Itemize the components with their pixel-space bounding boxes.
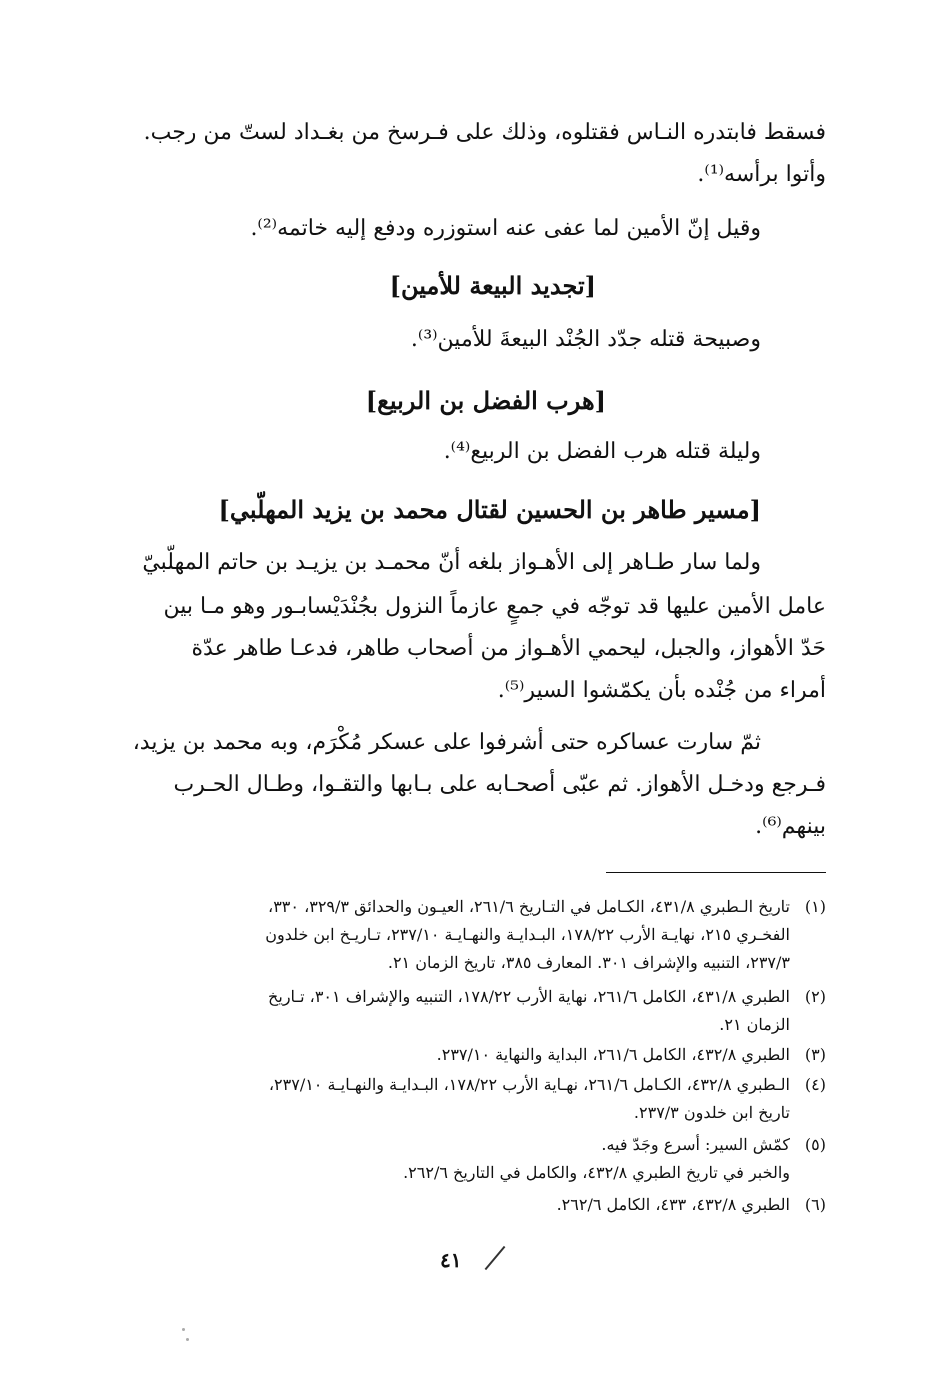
footnote-line: والخبر في تاريخ الطبري ٤٣٢/٨، والكامل في التاريخ ٢٦٢/٦. [403, 1163, 790, 1182]
footnote-number: (١) [804, 897, 826, 916]
footnote-text: الطبري ٤٣٢/٨، ٤٣٣، الكامل ٢٦٢/٦. [556, 1195, 790, 1214]
body-line: ولما سار طـاهر إلى الأهـواز بلغه أنّ محمـد بن يزيـد بن حاتم المهلّبيّ [142, 550, 761, 575]
footnote-text: الـطبري ٤٣٢/٨، الكـامل ٢٦١/٦، نهـاية الأرب ١٧٨/٢٢، البـدايـة والنهـايـة ٢٣٧/١٠، [268, 1075, 790, 1094]
scan-speck [182, 1328, 185, 1331]
body-line: وأتوا برأسه⁽¹⁾. [697, 162, 826, 187]
body-line: فسقط فابتدره النـاس فقتلوه، وذلك على فـرسخ من بغـداد لستّ من رجب. [143, 120, 826, 145]
body-line: وقيل إنّ الأمين لما عفى عنه استوزره ودفع إليه خاتمه⁽²⁾. [250, 216, 761, 241]
footnote-separator [606, 872, 826, 873]
footnote-line: الزمان ٢١. [719, 1015, 790, 1034]
footnote-line [269, 1074, 826, 1096]
body-line: بينهم⁽⁶⁾. [755, 814, 826, 839]
page-number: ٤١ [440, 1248, 462, 1272]
footnote-text: كمّش السير: أسرع وجَدّ فيه. [601, 1135, 790, 1154]
footnote-number: (٥) [804, 1135, 826, 1154]
footnote-number: (٤) [804, 1075, 826, 1094]
body-line: وصبيحة قتله جدّد الجُنْد البيعةَ للأمين⁽³⁾. [410, 327, 761, 352]
section-heading: [مسير طاهر بن الحسين لقتال محمد بن يزيد المهلّبي] [218, 495, 761, 524]
body-line: ثمّ سارت عساكره حتى أشرفوا على عسكر مُكْرَم، وبه محمد بن يزيد، [132, 730, 761, 755]
section-heading: [هرب الفضل بن الربيع] [365, 386, 606, 415]
footnote-line [268, 986, 826, 1008]
footnote-number: (٢) [804, 987, 826, 1006]
footnote-line: الفخـري ٢١٥، نهايـة الأرب ١٧٨/٢٢، البـدايـة والنهـايـة ٢٣٧/١٠، تـاريـخ ابن خلدون [265, 925, 790, 944]
footnote-line [557, 1194, 826, 1216]
footnote-text: تاريخ الـطبري ٤٣١/٨، الكـامل في التـاريخ ٢٦١/٦، العيـون والحدائق ٣٢٩/٣، ٣٣٠، [268, 897, 790, 916]
scan-speck [186, 1338, 189, 1341]
body-line: حَدّ الأهواز، والجبل، ليحمي الأهـواز من أصحاب طاهر، فدعـا طاهر عدّة [191, 636, 826, 661]
body-line: وليلة قتله هرب الفضل بن الربيع⁽⁴⁾. [443, 439, 761, 464]
footnote-line [437, 1044, 826, 1066]
footnote-line: ٢٣٧/٣، التنبيه والإشراف ٣٠١. المعارف ٣٨٥، تاريخ الزمان ٢١. [387, 953, 790, 972]
section-heading: [تجديد البيعة للأمين] [389, 271, 596, 300]
footnote-text: الطبري ٤٣٢/٨، الكامل ٢٦١/٦، البداية والنهاية ٢٣٧/١٠. [436, 1045, 790, 1064]
body-line: أمراء من جُنْده بأن يكمّشوا السير⁽⁵⁾. [497, 678, 826, 703]
footnote-line [601, 1134, 826, 1156]
footnote-number: (٣) [804, 1045, 826, 1064]
footnote-number: (٦) [804, 1195, 826, 1214]
page-number-slash [485, 1246, 506, 1270]
body-line: فـرجع ودخـل الأهواز. ثم عبّى أصحـابه على بـابها والتقـوا، وطـال الحـرب [173, 772, 826, 797]
body-line: عامل الأمين عليها قد توجّه في جمعٍ عازماً النزول بجُنْدَيْسابـور وهو مـا بين [163, 594, 826, 619]
footnote-text: الطبري ٤٣١/٨، الكامل ٢٦١/٦، نهاية الأرب ١٧٨/٢٢، التنبيه والإشراف ٣٠١، تـاريخ [268, 987, 790, 1006]
footnote-line [268, 896, 826, 918]
footnote-line: تاريخ ابن خلدون ٢٣٧/٣. [633, 1103, 790, 1122]
